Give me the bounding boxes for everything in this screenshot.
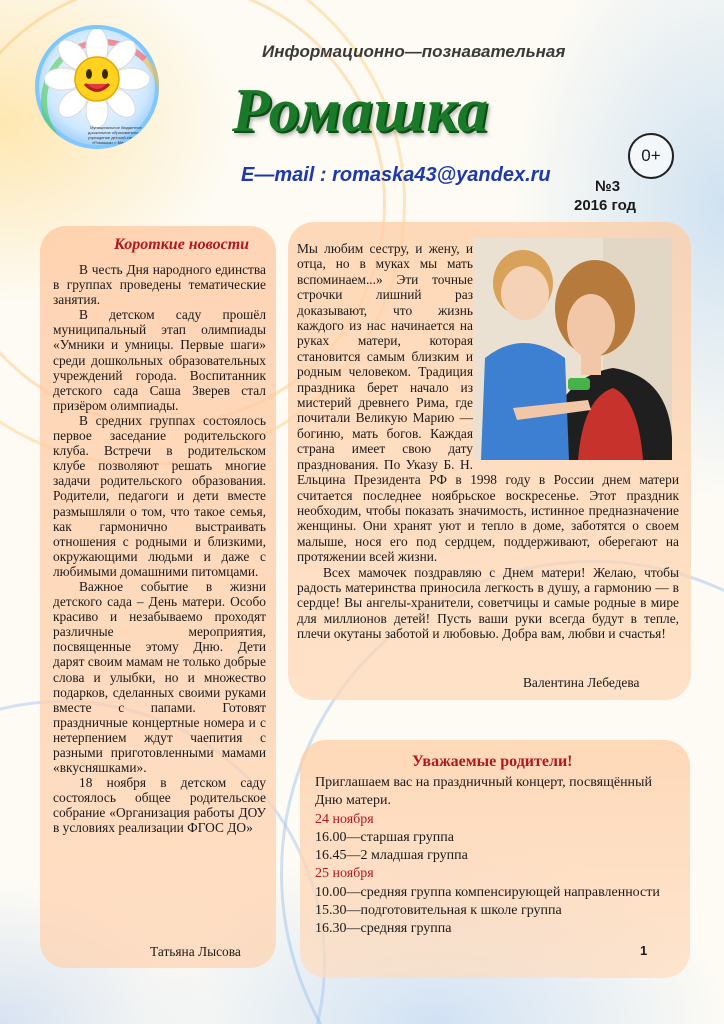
newsletter-subtitle: Информационно—познавательная <box>262 42 566 61</box>
invitation-heading: Уважаемые родители! <box>412 753 573 770</box>
schedule-item: 16.00—старшая группа <box>315 829 454 845</box>
chamomile-icon <box>45 29 149 129</box>
article-paragraph: Мы любим сестру, и жену, и отца, но в муках мы мать вспоминаем...» Эти точные строчки лишний раз доказывают, что жизнь каждого из нас начинается на руках матери, которая становится самым близким и родным человеком. Традиция праздника берет начало из мистерий древнего Рима, где почитали Великую Марию — богиню, мать богов. Каждая страна имеет свою дату празднования. По Указу Б. Н. Ельцина Президента РФ в 1998 году в России днем матери считается последнее ноябрьское воскресенье. Этот праздник необходим, чтобы показать значимость, истинное предназначение женщины. Они хранят уют и тепло в доме, заботятся о своем малыше, нося его под сердцем, поддерживают, оберегают на протяжении всей жизни. <box>297 241 679 565</box>
news-heading: Короткие новости <box>114 236 250 253</box>
article-author: Валентина Лебедева <box>523 675 640 690</box>
page-number: 1 <box>640 943 648 958</box>
invitation-body <box>315 774 675 939</box>
schedule-item: 16.45—2 младшая группа <box>315 848 468 864</box>
invitation-date: 24 ноября <box>315 811 374 827</box>
schedule-item: 15.30—подготовительная к школе группа <box>315 903 562 919</box>
news-body <box>53 262 266 836</box>
contact-email[interactable]: E—mail : romaska43@yandex.ru <box>241 164 551 186</box>
logo-caption: Муниципальное бюджетное дошкольное образовательное учреждение детский сад № 43 «Ромашка» г. Мичуринска <box>87 125 145 145</box>
news-paragraph: В честь Дня народного единства в группах проведены тематические занятия. <box>53 262 266 308</box>
news-author: Татьяна Лысова <box>150 944 241 959</box>
age-rating-badge: 0+ <box>628 133 674 179</box>
issue-number: №3 <box>595 178 621 195</box>
newsletter-title: Ромашка <box>232 77 490 145</box>
invitation-date: 25 ноября <box>315 866 374 882</box>
schedule-item: 10.00—средняя группа компенсирующей направленности <box>315 884 660 900</box>
news-paragraph: В детском саду прошёл муниципальный этап олимпиады «Умники и умницы. Первые шаги» среди дошкольных образовательных учреждений города. Воспитанник детского сада Саша Зверев стал призёром олимпиады. <box>53 307 266 413</box>
kindergarten-logo <box>35 25 159 149</box>
schedule-item: 16.30—средняя группа <box>315 921 452 937</box>
invitation-intro: Приглашаем вас на праздничный концерт, посвящённый Дню матери. <box>315 775 652 809</box>
news-paragraph: Важное событие в жизни детского сада – День матери. Особо красиво и незабываемо проходят различные мероприятия, посвященные этому Дню. Дети дарят своим мамам не только добрые слова и улыбки, но и множество подарков, сделанных своими руками вместе с папами. Готовят праздничные концертные номера и с нетерпением ждут чаепития с разными приготовленными мамами «вкусняшками». <box>53 578 266 776</box>
news-paragraph: 18 ноября в детском саду состоялось общее родительское собрание «Организация работы ДОУ в условиях реализации ФГОС ДО» <box>53 775 266 836</box>
issue-year: 2016 год <box>574 197 637 214</box>
article-paragraph: Всех мамочек поздравляю с Днем матери! Желаю, чтобы радость материнства приносила легкость в душу, а гармонию — в сердце! Вы ангелы-хранители, советчицы и самые родные в мире для миллионов детей! Пусть ваши руки всегда будут в тепле, плечи окутаны заботой и любовью. Добра вам, любви и счастья! <box>297 564 679 642</box>
news-paragraph: В средних группах состоялось первое заседание родительского клуба. Встречи в родительском клубе позволяют решать многие задачи родительского образования. Родители, педагоги и дети вместе размышляли о том, что такое семья, как гармонично выстраивать отношения с родными и близкими, окружающими людьми и даже с любимыми домашними питомцами. <box>53 412 266 579</box>
photo-float-spacer <box>473 241 679 463</box>
article-body <box>297 241 679 642</box>
